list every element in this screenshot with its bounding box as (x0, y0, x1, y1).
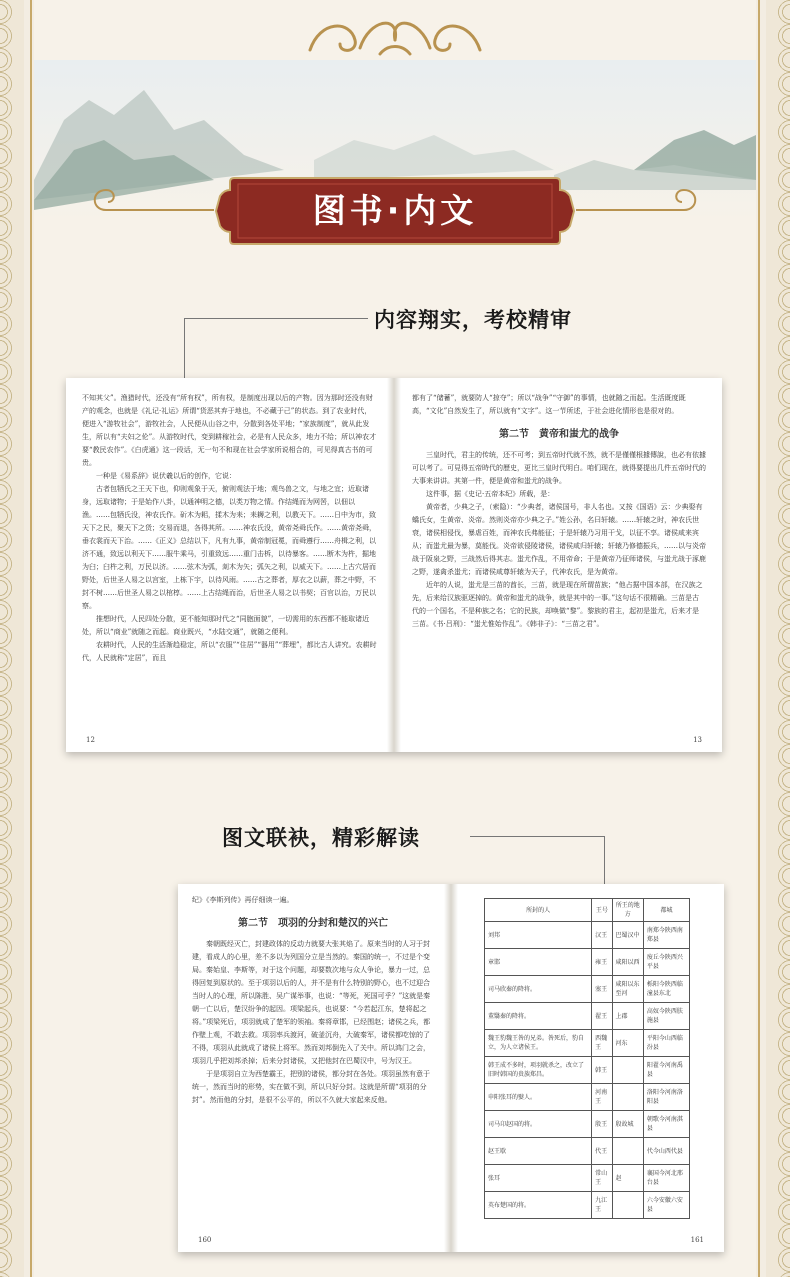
table-cell: 咸阳以东至河 (612, 976, 643, 1003)
page-13 (412, 392, 706, 752)
table-cell: 阳翟今河南禹县 (643, 1057, 689, 1084)
paragraph: 不知其父”。渔猎时代，还没有“所有权”，所有权，是制度出现以后的产物。因为那时还没有财产的观念，也就是《礼记·礼运》所谓“货恶其弃于地也，不必藏于己”的状态。到了农业时代，便进入“游牧社会”，游牧社会，人民便从山谷之中，分散到各处平地；“家族制度”，就从此发生，所以有“夫妇之伦”。从游牧时代，变到耕稼社会，必是有人民众多，地力不给；所以神农才要“教民农作”。《白虎通》这一段话，无一句不和现在社会学家所说相合的，可见得真古书的可贵。 (82, 394, 377, 467)
table-cell (612, 1138, 643, 1165)
page-12 (82, 392, 378, 752)
section2-leader-v (604, 836, 605, 884)
paragraph: 推想时代，人民四处分散，更不能知那时代之“同胞面貌”，一切需用的东西都不能取诸近处，所以“商业”就随之而起。商业既兴，“水陆交通”，就随之便利。 (82, 615, 370, 636)
table-cell: 司马欣秦的降将。 (485, 976, 592, 1003)
table-cell: 申阳张耳的嬖人。 (485, 1084, 592, 1111)
table-row (485, 1003, 690, 1030)
table-cell: 殷王 (592, 1111, 612, 1138)
table-cell: 韩王成不多时，项羽就杀之，改立了旧时韩国的贵族郑昌。 (485, 1057, 592, 1084)
paragraph: 一种是《易系辞》说伏羲以后的创作，它说： (96, 472, 236, 480)
fief-table (484, 898, 690, 1219)
table-header-row (485, 899, 690, 922)
table-cell: 章邯 (485, 949, 592, 976)
section1-leader-v (184, 318, 185, 378)
table-header: 所封的人 (485, 899, 592, 922)
cloud-ornament-icon (300, 10, 490, 60)
table-row (485, 1192, 690, 1219)
paragraph: 古者包牺氏之王天下也，仰则观象于天，俯则观法于地；观鸟兽之文，与地之宜；近取诸身，远取诸物；于是始作八卦，以通神明之德，以类万物之情。作结绳而为网罟，以佃以渔。……包牺氏没，神农氏作。斫木为耜，揉木为耒；耒耨之利，以教天下。……日中为市，致天下之民，聚天下之货；交易而退，各得其所。……神农氏没，黄帝尧舜氏作。……黄帝尧舜，垂衣裳而天下治。……《正义》总结以下，凡有九事，黄帝制冠冕，而舜遵行……舟楫之利，以济不通，致远以利天下……服牛乘马，引重致远……重门击柝，以待暴客。……断木为杵，掘地为臼；臼杵之利，万民以济。……弦木为弧，剡木为矢；弧矢之利，以威天下。……上古穴居而野处，后世圣人易之以宫室，上栋下宇，以待风雨。……古之葬者，厚衣之以薪，葬之中野，不封不树……后世圣人易之以棺椁。……上古结绳而治，后世圣人易之以书契；百官以治，万民以察。 (82, 485, 376, 610)
paragraph: 都有了“储蓄”，就要防人“掠夺”；所以“战争”“守御”的事情，也就随之而起。生活既度既高，“文化”自然发生了，所以就有“文字”。这一节所述，于社会进化情形也是很对的。 (412, 394, 686, 415)
page-161 (484, 898, 690, 1252)
banner-title: 图书·内文 (312, 191, 478, 230)
table-cell: 赵王歇 (485, 1138, 592, 1165)
table-cell: 高奴今陕西肤施县 (643, 1003, 689, 1030)
section-title: 第二节 黄帝和蚩尤的战争 (499, 429, 619, 440)
table-cell: 常山王 (592, 1165, 612, 1192)
table-cell: 栎阳今陕西临潼县东北 (643, 976, 689, 1003)
table-cell: 魏王豹魏王咎的兄弟。咎死后，豹自立，为人立诸侯王。 (485, 1030, 592, 1057)
paragraph: 黄帝者，少典之子，（索隐）：“少典者，诸侯国号，非人名也。又按《国语》云：少典娶有蟜氏女，生黄帝、炎帝。然则炎帝亦少典之子。”姓公孙，名曰轩辕。……轩辕之时，神农氏世衰，诸侯相侵伐，暴虐百姓，而神农氏弗能征；于是轩辕乃习用干戈，以征不享。诸侯咸来宾从；而蚩尤最为暴，莫能伐。炎帝欲侵陵诸侯，诸侯咸归轩辕；轩辕乃修德振兵，……以与炎帝战于阪泉之野，三战然后得其志。蚩尤作乱，不用帝命；于是黄帝乃征师诸侯，与蚩尤战于涿鹿之野，遂禽杀蚩尤；而诸侯咸尊轩辕为天子，代神农氏，是为黄帝。 (412, 503, 706, 576)
table-cell: 河南王 (592, 1084, 612, 1111)
table-row (485, 1165, 690, 1192)
right-wave-border (766, 0, 790, 1277)
table-cell: 张耳 (485, 1165, 592, 1192)
paragraph: 农耕时代，人民的生活渐趋稳定，所以“衣服”“住居”“器用”“葬埋”，都比古人讲究。农耕时代，人民就称“定居”，而且 (82, 641, 377, 662)
section-title: 第二节 项羽的分封和楚汉的兴亡 (238, 918, 388, 929)
book-spread-1 (66, 378, 722, 752)
paragraph: 纪》《李斯列传》再仔细读一遍。 (192, 896, 294, 904)
table-cell: 上郡 (612, 1003, 643, 1030)
paragraph: 秦朝既经灭亡，封建政体的反动力就要大张其焰了。原来当时的人习于封建，看成人的心里，差不多以为列国分立是当然的。秦国的统一，不过是个变局。秦始皇、李斯等，对于这个问题，却要数次地与众人争论，暴力一过，总得回复到原状的。至于项羽以后的人，并不是有什么特别的野心，也不过迎合当时人的心理，所以陈胜、吴广谋举事，也说：“等死，死国可乎？”这就是秦朝一亡以后，楚汉纷争的起因。项梁起兵，也说要：“今若起江东，楚将起之将。”项梁死后，项羽就成了楚军的领袖。秦将章邯，已经围赵；诸侯之兵，都作壁上观，不敢去救。项羽率兵渡河，破釜沉舟，大破秦军，诸侯都吃惊的了不得，项羽从此就成了诸侯上将军。然而刘邦倒先入了关中。所以鸿门之会，项羽几乎把刘邦杀掉；后来分封诸侯，又把他封在巴蜀汉中，号为汉王。 (192, 940, 431, 1065)
page-number-160: 160 (198, 1236, 212, 1244)
table-cell: 代王 (592, 1138, 612, 1165)
table-cell: 董翳秦的降将。 (485, 1003, 592, 1030)
section2-heading: 图文联袂，精彩解读 (222, 826, 420, 850)
left-gold-line (30, 0, 32, 1277)
book-spread-2 (178, 884, 724, 1252)
table-cell: 废丘今陕西兴平县 (643, 949, 689, 976)
section1-leader-h (184, 318, 368, 319)
table-cell: 咸阳以西 (612, 949, 643, 976)
table-cell: 河东 (612, 1030, 643, 1057)
table-cell: 洛阳今河南洛阳县 (643, 1084, 689, 1111)
page-number-13: 13 (693, 736, 702, 744)
section1-heading: 内容翔实，考校精审 (374, 308, 572, 332)
table-row (485, 1138, 690, 1165)
table-row (485, 1057, 690, 1084)
table-header: 所王的地方 (612, 899, 643, 922)
paragraph: 这件事，据《史记·五帝本纪》所载，是： (426, 490, 555, 498)
table-cell: 翟王 (592, 1003, 612, 1030)
table-row (485, 922, 690, 949)
paragraph: 近年的人说，蚩尤是三苗的酋长，三苗，就是现在所谓苗族；“他占据中国本部，在汉族之先，后来给汉族驱逐掉的。黄帝和蚩尤的战争，就是其中的一事。”这句话不很精确。三苗是古代的一个国名，不是种族之名；它的民族，却唤做“黎”。黎族的君主，起初是蚩尤，后来才是三苗。《书·吕刑》：“蚩尤惟始作乱”。《韩非子》：“三苗之君”。 (412, 581, 703, 628)
table-cell: 巴蜀汉中 (612, 922, 643, 949)
page-160 (192, 894, 434, 1252)
table-cell: 襄国今河北邢台县 (643, 1165, 689, 1192)
book-gutter (444, 884, 458, 1252)
table-cell: 平阳今山西临汾县 (643, 1030, 689, 1057)
table-cell: 六今安徽六安县 (643, 1192, 689, 1219)
table-row (485, 1030, 690, 1057)
table-cell: 韩王 (592, 1057, 612, 1084)
book-gutter (387, 378, 401, 752)
table-cell: 刘邦 (485, 922, 592, 949)
page-number-12: 12 (86, 736, 95, 744)
table-row (485, 1111, 690, 1138)
table-header: 都城 (643, 899, 689, 922)
table-cell: 代今山西代县 (643, 1138, 689, 1165)
table-row (485, 1084, 690, 1111)
table-cell (612, 1057, 643, 1084)
page-number-161: 161 (690, 1236, 704, 1244)
section2-leader-h (470, 836, 604, 837)
paragraph: 于是项羽自立为西楚霸王，把别的诸侯，都分封在各处。项羽虽然有意于统一，然而当时的形势，实在做不到，所以只好分封。这就是所谓“项羽的分封”。然而他的分封，是很不公平的，所以不久就大家起来反他。 (192, 1070, 430, 1104)
right-swirl-ornament-icon (574, 180, 704, 220)
table-cell: 司马卬赵国的将。 (485, 1111, 592, 1138)
right-gold-line (758, 0, 760, 1277)
table-header: 王号 (592, 899, 612, 922)
table-cell: 朝歌今河南淇县 (643, 1111, 689, 1138)
left-swirl-ornament-icon (86, 180, 216, 220)
table-cell: 英布楚国的将。 (485, 1192, 592, 1219)
table-cell: 南郑今陕西南郑县 (643, 922, 689, 949)
left-wave-border (0, 0, 24, 1277)
table-cell (612, 1084, 643, 1111)
table-cell: 西魏王 (592, 1030, 612, 1057)
table-cell: 殷故城 (612, 1111, 643, 1138)
paragraph: 三皇时代，君主的传统，还不可考；到五帝时代就不然，就不是僅僅根據傳說，也必有依據可以考了。可見得五帝時代的歷史，更比三皇时代明白。咱们现在，就得要提出几件五帝时代的大事来讲讲。其第一件，便是黄帝和蚩尤的战争。 (412, 451, 706, 485)
table-cell: 九江王 (592, 1192, 612, 1219)
table-cell: 塞王 (592, 976, 612, 1003)
table-cell: 汉王 (592, 922, 612, 949)
table-row (485, 949, 690, 976)
table-row (485, 976, 690, 1003)
table-cell: 雍王 (592, 949, 612, 976)
table-cell: 赵 (612, 1165, 643, 1192)
table-cell (612, 1192, 643, 1219)
